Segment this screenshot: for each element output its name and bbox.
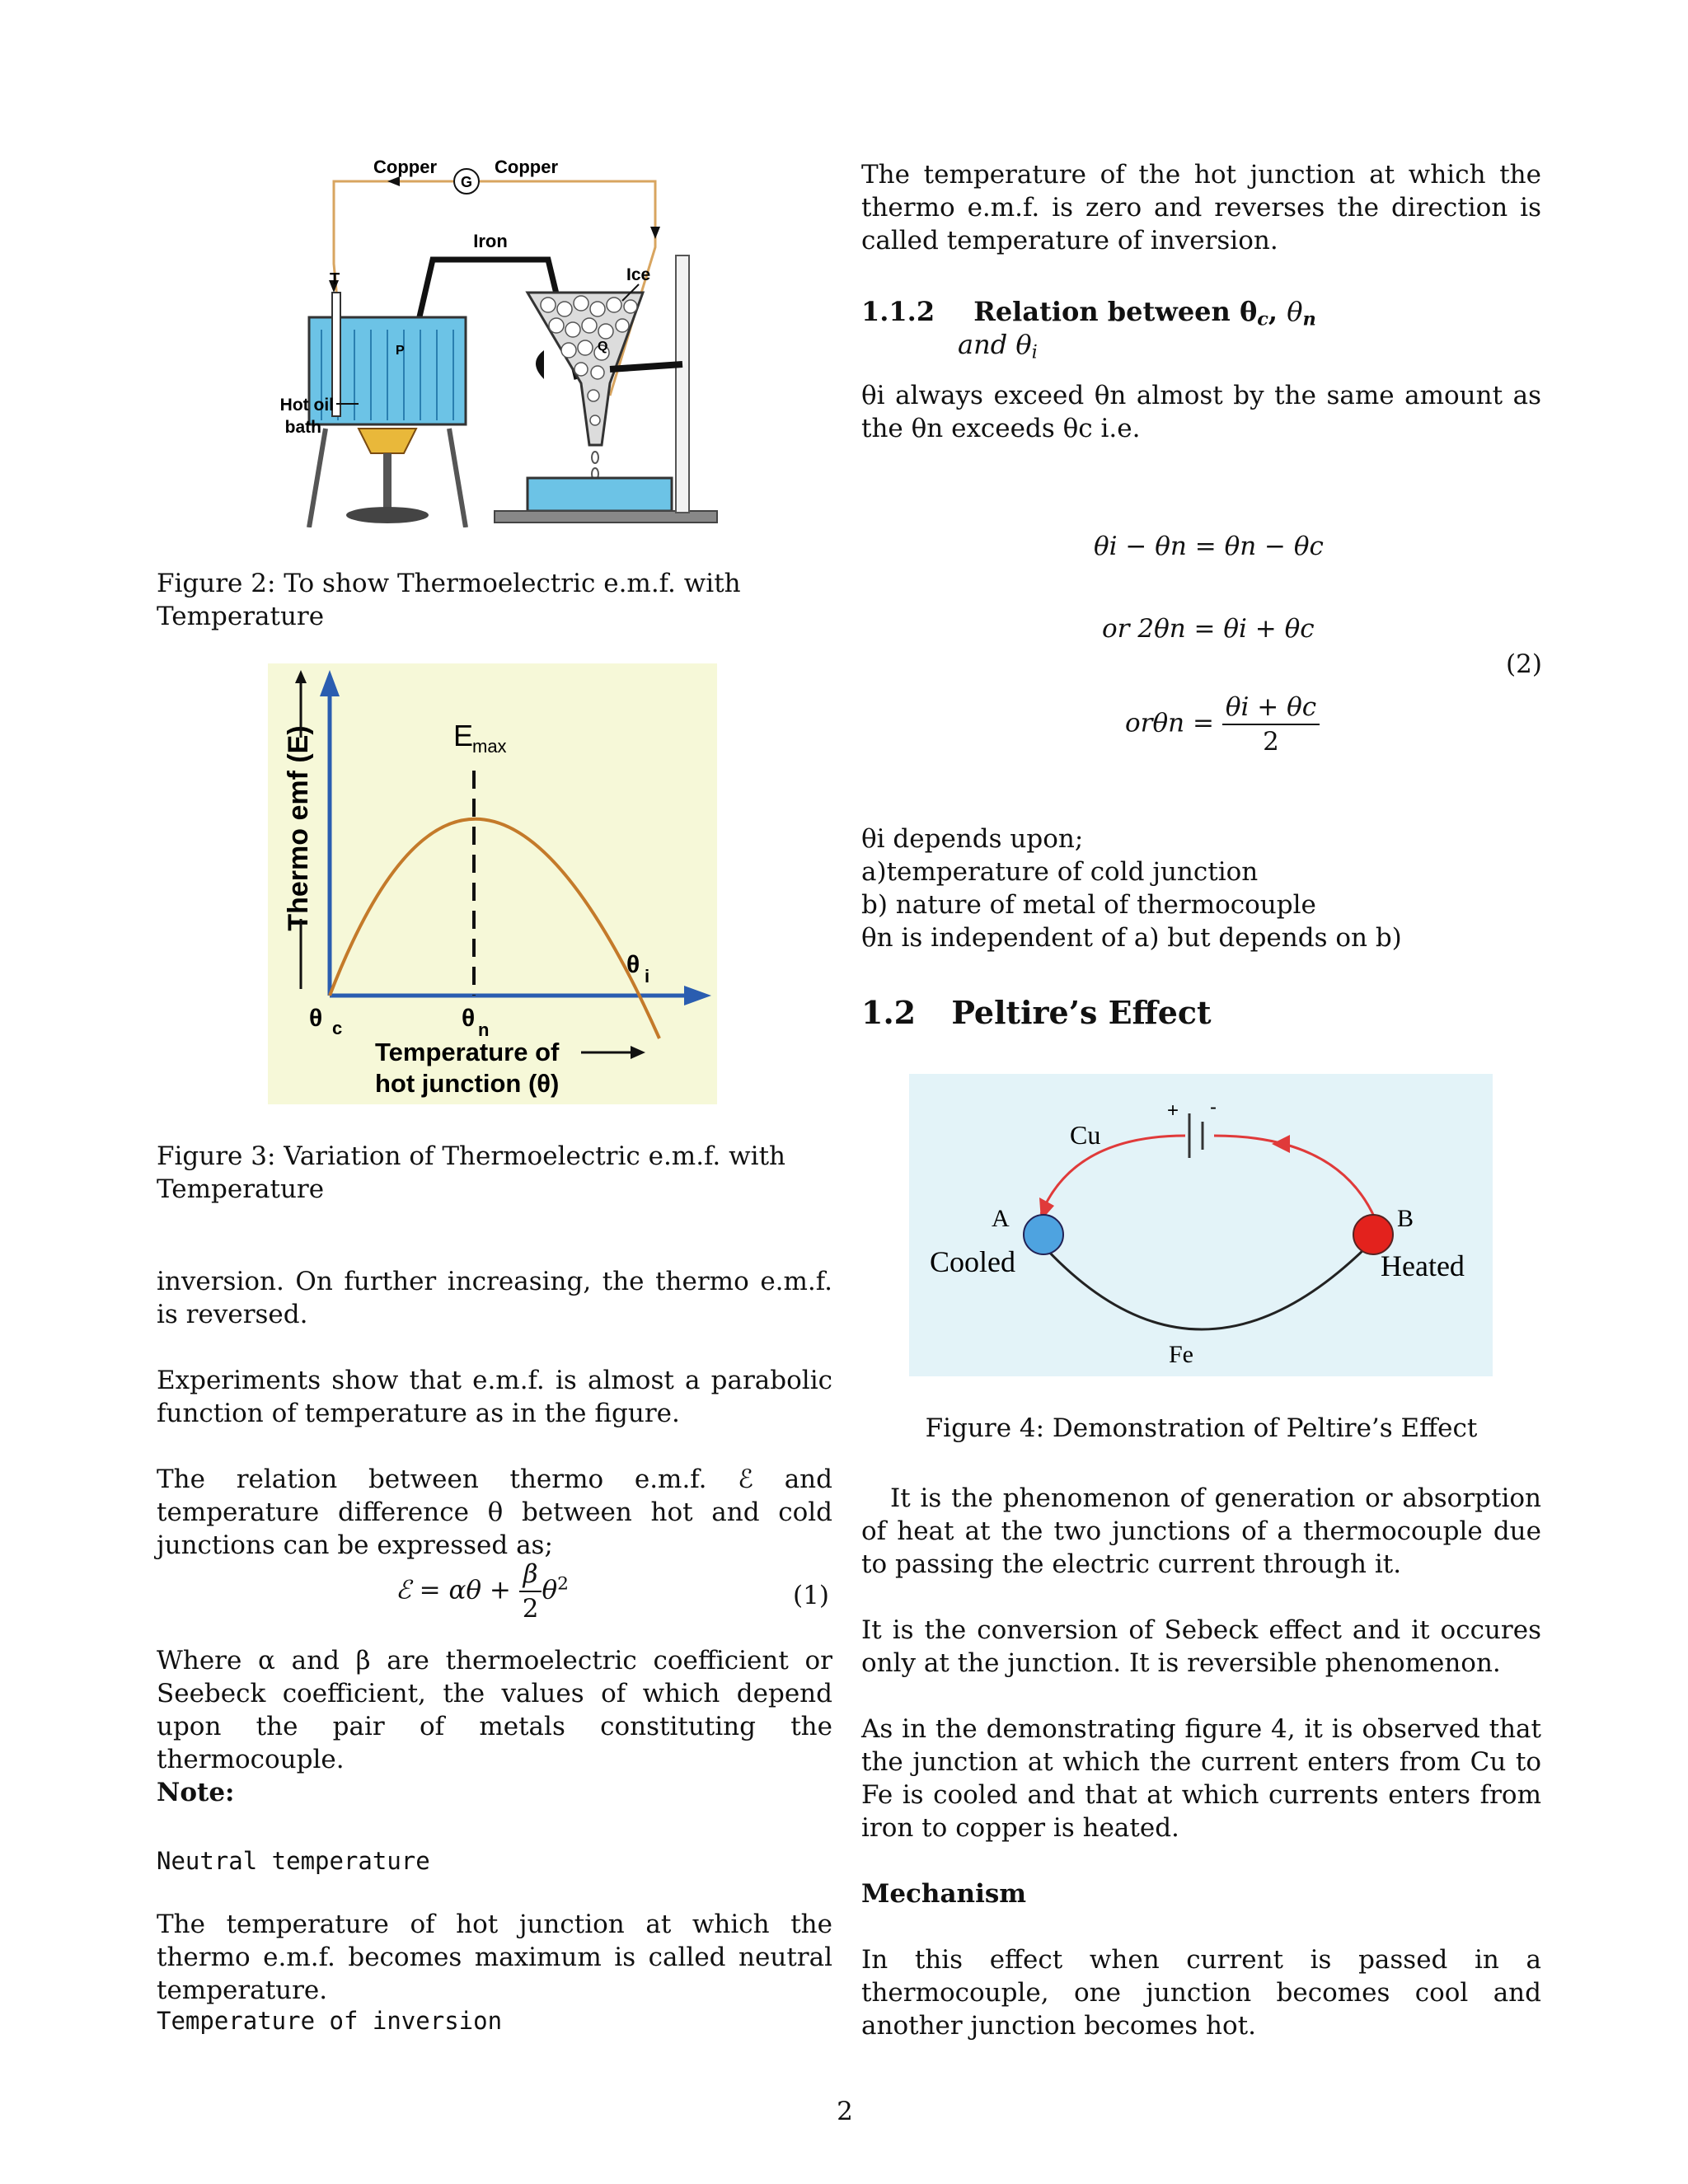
hot-oil-label-2: bath [284, 418, 321, 437]
mechanism-heading: Mechanism [861, 1879, 1027, 1909]
junction-p-label: P [396, 344, 405, 358]
eq2c-lhs: orθn = [1125, 708, 1214, 738]
theta-c-sub: c [332, 1018, 343, 1038]
theta-i-sub: i [645, 966, 650, 987]
right-paragraph-3: It is the phenomenon of generation or absorption of heat at the two junctions of a thermocouple due to passing the electric current through it. [861, 1483, 1541, 1579]
left-paragraph-3: The relation between thermo e.m.f. ℰ and temperature difference θ between hot and cold junctions can be expressed as; [157, 1465, 832, 1560]
y-axis-arrow [320, 670, 340, 696]
x-axis-arrow [684, 986, 711, 1005]
left-paragraph-1: inversion. On further increasing, the thermo e.m.f. is reversed. [157, 1267, 832, 1329]
figure-3-caption: Figure 3: Variation of Thermoelectric e.m.f. with Temperature [157, 1141, 785, 1204]
eq2c-fraction [1222, 691, 1320, 758]
battery-minus: - [1210, 1096, 1217, 1118]
galvanometer-label: G [460, 174, 473, 190]
eq1-lhs: ℰ = αθ + [396, 1575, 511, 1605]
cu-label: Cu [1070, 1120, 1101, 1150]
cooled-label: Cooled [930, 1245, 1015, 1278]
y-axis-label: Thermo emf (E) [283, 725, 314, 931]
section-1-2-heading [861, 993, 1541, 1033]
section-1-1-2-number: 1.1.2 [861, 296, 935, 327]
equation-2a: θi − θn = θn − θc [1094, 532, 1324, 561]
figure-2-thermocouple-apparatus [264, 148, 725, 527]
eq1-fraction [519, 1558, 542, 1625]
note-heading: Note: [157, 1778, 235, 1807]
figure-3-emf-graph [268, 663, 717, 1104]
theta-n-sub: n [478, 1019, 490, 1040]
peltier-effect-illustration [909, 1074, 1493, 1376]
eq1-rhs: θ [542, 1575, 558, 1605]
thermocouple-apparatus-illustration [264, 148, 725, 527]
figure-4-peltier-diagram [909, 1074, 1493, 1376]
figure-4-caption: Figure 4: Demonstration of Peltire’s Effect [925, 1413, 1478, 1443]
emf-curve [330, 819, 659, 1038]
inversion-temperature-heading: Temperature of inversion [157, 2007, 503, 2035]
x-axis-label-2: hot junction (θ) [375, 1069, 560, 1098]
emax-subscript: max [472, 736, 507, 757]
eq1-numerator: β [519, 1558, 542, 1592]
copper-left-label: Copper [373, 157, 437, 177]
junction-b [1353, 1215, 1393, 1254]
equation-2-number: (2) [1506, 649, 1542, 679]
theta-n-label: θ [462, 1005, 476, 1032]
section-1-1-2-heading: 1.1.2 Relation between $\theta_c$, $\theta_n$ [861, 296, 1316, 330]
iron-label: Iron [473, 231, 508, 251]
section-1-1-2-title-line-2: and $\theta_i$ [958, 329, 1038, 363]
ice-label: Ice [626, 265, 651, 284]
dependency-line-2: a)temperature of cold junction [861, 857, 1259, 887]
emax-label: E [453, 719, 474, 752]
right-paragraph-4: It is the conversion of Sebeck effect and it occures only at the junction. It is reversible phenomenon. [861, 1615, 1541, 1678]
fe-label: Fe [1169, 1341, 1193, 1368]
neutral-temperature-text: The temperature of hot junction at which the thermo e.m.f. becomes maximum is called neutral temperature. [157, 1910, 832, 2005]
section-1-2-number: 1.2 [861, 994, 917, 1031]
left-paragraph-4: Where α and β are thermoelectric coefficient or Seebeck coefficient, the values of which depend upon the pair of metals constituting the thermocouple. [157, 1646, 832, 1774]
figure-2-caption: Figure 2: To show Thermoelectric e.m.f. with Temperature [157, 569, 741, 631]
theta-i-label: θ [626, 951, 640, 978]
equation-2b [1102, 612, 1415, 645]
dependency-line-3: b) nature of metal of thermocouple [861, 890, 1316, 920]
cu-wire-left [1041, 1136, 1185, 1214]
right-paragraph-6: In this effect when current is passed in a thermocouple, one junction becomes cool and another junction becomes hot. [861, 1945, 1541, 2041]
equation-1 [396, 1558, 676, 1625]
right-paragraph-1: The temperature of the hot junction at which the thermo e.m.f. is zero and reverses the direction is called temperature of inversion. [861, 160, 1541, 255]
fe-wire [1037, 1239, 1375, 1329]
page-number: 2 [837, 2097, 853, 2126]
eq2b-or: or [1102, 614, 1130, 644]
right-paragraph-5: As in the demonstrating figure 4, it is observed that the junction at which the current enters from Cu to Fe is cooled and that at which currents enters from iron to copper is heated. [861, 1714, 1541, 1843]
junction-a [1024, 1215, 1063, 1254]
emf-vs-temperature-chart [268, 663, 717, 1104]
dependency-line-4: θn is independent of a) but depends on b) [861, 923, 1402, 953]
theta-c-label: θ [309, 1005, 323, 1032]
hot-oil-label-1: Hot oil [279, 396, 334, 415]
copper-right-label: Copper [495, 157, 558, 177]
dependency-line-1: θi depends upon; [861, 824, 1084, 854]
neutral-temperature-heading: Neutral temperature [157, 1847, 430, 1875]
equation-2c [1125, 691, 1438, 758]
heated-label: Heated [1381, 1249, 1465, 1282]
eq2c-numerator: θi + θc [1222, 691, 1320, 725]
x-axis-label-1: Temperature of [375, 1038, 560, 1066]
cu-wire-right [1214, 1136, 1375, 1218]
left-paragraph-2: Experiments show that e.m.f. is almost a parabolic function of temperature as in the figure. [157, 1366, 832, 1428]
eq2c-denominator: 2 [1263, 727, 1279, 757]
battery-plus: + [1167, 1099, 1179, 1122]
junction-q-label: Q [598, 340, 608, 354]
eq1-power: 2 [557, 1573, 569, 1595]
junction-b-label: B [1397, 1205, 1414, 1232]
eq2b-body: 2θn = θi + θc [1137, 614, 1315, 644]
right-paragraph-2: θi always exceed θn almost by the same amount as the θn exceeds θc i.e. [861, 381, 1541, 443]
section-1-2-title: Peltire’s Effect [951, 994, 1212, 1031]
eq1-denominator: 2 [522, 1594, 539, 1624]
section-1-1-2-title: Relation between θ [973, 296, 1258, 327]
thermometer-label: T [330, 270, 340, 288]
junction-a-label: A [992, 1205, 1010, 1232]
equation-1-number: (1) [793, 1581, 829, 1610]
